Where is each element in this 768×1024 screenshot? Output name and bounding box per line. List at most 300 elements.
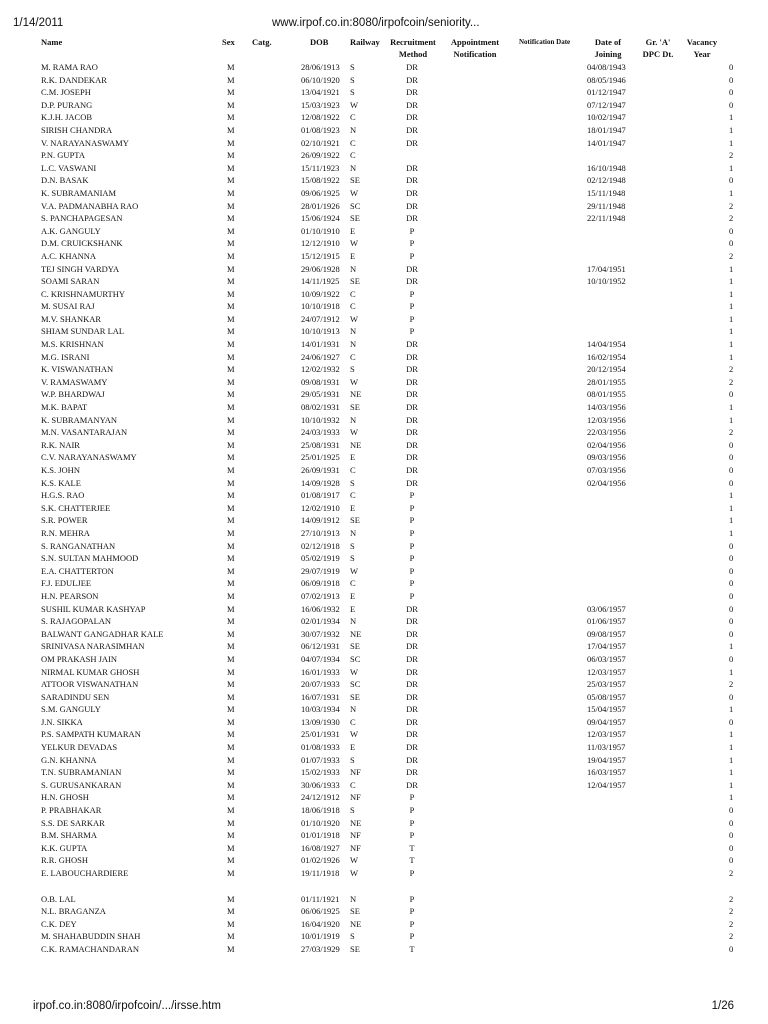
row-recruitment-value: P — [409, 515, 415, 526]
row-sex: M — [227, 906, 235, 917]
row-sex: M — [227, 553, 235, 564]
row-joining-date: 15/04/1957 — [587, 704, 626, 715]
row-railway: C — [350, 716, 356, 727]
table-row — [0, 640, 768, 653]
row-vacancy-year: 0 — [729, 389, 734, 400]
row-name: NIRMAL KUMAR GHOSH — [41, 666, 140, 677]
row-vacancy-year: 0 — [729, 175, 734, 186]
table-row — [0, 691, 768, 704]
row-railway: S — [350, 931, 355, 942]
table-row — [0, 86, 768, 99]
row-name: M. RAMA RAO — [41, 62, 98, 72]
row-recruitment-value: DR — [406, 452, 418, 463]
row-dob: 05/02/1919 — [301, 553, 340, 564]
row-vacancy-year: 2 — [729, 150, 734, 161]
row-railway: NF — [350, 792, 361, 803]
row-sex: M — [227, 288, 235, 299]
table-row — [0, 867, 768, 880]
row-dob: 10/09/1922 — [301, 288, 340, 299]
table-row — [0, 615, 768, 628]
table-row — [0, 653, 768, 666]
row-sex: M — [227, 729, 235, 740]
row-dob: 10/10/1932 — [301, 414, 340, 425]
row-recruitment-value: DR — [406, 439, 418, 450]
row-vacancy-year: 1 — [729, 351, 734, 362]
row-joining-date: 09/08/1957 — [587, 628, 626, 639]
table-row — [0, 388, 768, 401]
row-railway: W — [350, 729, 359, 740]
row-joining-date: 17/04/1957 — [587, 641, 626, 652]
row-dob: 10/10/1918 — [301, 301, 340, 312]
col-appointment-line2: Notification — [453, 49, 497, 59]
row-name: YELKUR DEVADAS — [41, 742, 118, 753]
row-recruitment-value: DR — [406, 414, 418, 425]
row-name: C.M. JOSEPH — [41, 87, 91, 98]
row-recruitment-value: DR — [406, 477, 418, 488]
table-row — [0, 363, 768, 376]
row-railway: N — [350, 162, 357, 173]
row-vacancy-year: 1 — [729, 137, 734, 148]
row-vacancy-year: 1 — [729, 779, 734, 790]
row-sex: M — [227, 351, 235, 362]
table-header — [0, 36, 768, 62]
table-row — [0, 300, 768, 313]
row-sex: M — [227, 931, 235, 942]
row-vacancy-year: 0 — [729, 628, 734, 639]
row-name: S.M. GANGULY — [41, 704, 101, 715]
row-joining-date: 10/10/1952 — [587, 276, 626, 287]
row-recruitment-value: P — [409, 830, 415, 841]
row-sex: M — [227, 364, 235, 375]
row-name: N.L. BRAGANZA — [41, 906, 106, 917]
row-recruitment-value: P — [409, 931, 415, 942]
table-row — [0, 162, 768, 175]
row-recruitment-value: P — [409, 238, 415, 249]
row-recruitment-value: P — [409, 906, 415, 917]
row-railway: C — [350, 137, 356, 148]
row-recruitment-value: DR — [406, 200, 418, 211]
row-name: R.K. DANDEKAR — [41, 74, 107, 85]
row-joining-date: 16/10/1948 — [587, 162, 626, 173]
row-name: H.N. PEARSON — [41, 590, 99, 601]
row-railway: W — [350, 565, 359, 576]
table-row — [0, 212, 768, 225]
row-dob: 16/06/1932 — [301, 603, 340, 614]
row-recruitment-value: DR — [406, 376, 418, 387]
row-vacancy-year: 0 — [729, 238, 734, 249]
row-sex: M — [227, 691, 235, 702]
row-railway: S — [350, 805, 355, 816]
row-recruitment-value: P — [409, 805, 415, 816]
row-dob: 14/09/1912 — [301, 515, 340, 526]
row-name: K. SUBRAMANIAM — [41, 187, 117, 198]
row-recruitment-value: P — [409, 225, 415, 236]
row-recruitment-value: P — [409, 553, 415, 564]
row-name: O.B. LAL — [41, 893, 76, 904]
row-sex: M — [227, 301, 235, 312]
row-sex: M — [227, 414, 235, 425]
row-name: D.P. PURANG — [41, 99, 93, 110]
row-sex: M — [227, 704, 235, 715]
row-dob: 29/06/1928 — [301, 263, 340, 274]
row-name: W.P. BHARDWAJ — [41, 389, 105, 400]
table-row — [0, 313, 768, 326]
row-joining-date: 07/12/1947 — [587, 99, 626, 110]
row-sex: M — [227, 376, 235, 387]
row-railway: E — [350, 502, 356, 513]
row-joining-date: 09/04/1957 — [587, 716, 626, 727]
table-row — [0, 703, 768, 716]
table-row — [0, 250, 768, 263]
row-railway: W — [350, 427, 359, 438]
col-sex: Sex — [222, 37, 235, 47]
col-appointment — [444, 36, 506, 60]
row-recruitment-value: DR — [406, 175, 418, 186]
row-joining-date: 25/03/1957 — [587, 679, 626, 690]
row-vacancy-year: 2 — [729, 364, 734, 375]
row-name: D.N. BASAK — [41, 175, 89, 186]
row-dob: 13/09/1930 — [301, 716, 340, 727]
col-joining-line2: Joining — [594, 49, 622, 59]
row-name: SOAMI SARAN — [41, 276, 100, 287]
row-recruitment-value: DR — [406, 389, 418, 400]
row-vacancy-year: 1 — [729, 187, 734, 198]
row-dob: 25/01/1931 — [301, 729, 340, 740]
row-railway: C — [350, 490, 356, 501]
row-railway: W — [350, 187, 359, 198]
row-railway: W — [350, 868, 359, 878]
row-dob: 16/01/1933 — [301, 666, 340, 677]
row-sex: M — [227, 339, 235, 350]
row-name: M.G. ISRANI — [41, 351, 90, 362]
row-vacancy-year: 0 — [729, 99, 734, 110]
row-sex: M — [227, 817, 235, 828]
row-sex: M — [227, 666, 235, 677]
row-dob: 02/12/1918 — [301, 540, 340, 551]
row-vacancy-year: 1 — [729, 754, 734, 765]
row-vacancy-year: 0 — [729, 477, 734, 488]
row-sex: M — [227, 590, 235, 601]
table-row — [0, 489, 768, 502]
row-vacancy-year: 0 — [729, 603, 734, 614]
row-recruitment-value: T — [409, 855, 415, 866]
row-dob: 15/12/1915 — [301, 250, 340, 261]
row-name: M.N. VASANTARAJAN — [41, 427, 128, 438]
row-railway: SC — [350, 200, 361, 211]
row-vacancy-year: 0 — [729, 653, 734, 664]
row-railway: E — [350, 452, 356, 463]
col-dpc-line1: Gr. 'A' — [645, 37, 671, 47]
table-row — [0, 464, 768, 477]
row-dob: 15/08/1922 — [301, 175, 340, 186]
row-railway: NE — [350, 918, 362, 929]
row-vacancy-year: 2 — [729, 906, 734, 917]
row-dob: 29/07/1919 — [301, 565, 340, 576]
col-recruitment — [386, 36, 440, 60]
row-railway: SC — [350, 653, 361, 664]
row-recruitment-value: P — [409, 288, 415, 299]
row-dob: 26/09/1931 — [301, 465, 340, 475]
row-recruitment-value: DR — [406, 162, 418, 173]
row-vacancy-year: 1 — [729, 704, 734, 715]
table-row — [0, 829, 768, 842]
row-name: C.K. RAMACHANDARAN — [41, 943, 139, 954]
row-dob: 20/07/1933 — [301, 679, 340, 690]
row-vacancy-year: 0 — [729, 439, 734, 450]
row-recruitment-value: DR — [406, 99, 418, 110]
row-name: R.R. GHOSH — [41, 855, 88, 866]
row-joining-date: 20/12/1954 — [587, 364, 626, 375]
row-name: C.K. DEY — [41, 918, 77, 929]
row-joining-date: 10/02/1947 — [587, 112, 626, 123]
row-joining-date: 02/12/1948 — [587, 175, 626, 186]
col-name: Name — [41, 37, 63, 47]
row-vacancy-year: 2 — [729, 931, 734, 942]
col-recruitment-line1: Recruitment — [390, 37, 436, 47]
row-recruitment-value: P — [409, 918, 415, 929]
row-dob: 30/06/1933 — [301, 779, 340, 790]
table-row — [0, 74, 768, 87]
row-railway: N — [350, 704, 357, 715]
table-row — [0, 174, 768, 187]
row-dob: 18/06/1918 — [301, 805, 340, 816]
row-railway: N — [350, 326, 357, 337]
col-joining-line1: Date of — [594, 37, 622, 47]
row-joining-date: 14/03/1956 — [587, 402, 626, 413]
row-recruitment-value: DR — [406, 754, 418, 765]
row-railway: S — [350, 62, 355, 72]
row-dob: 06/10/1920 — [301, 74, 340, 85]
table-row — [0, 200, 768, 213]
row-vacancy-year: 2 — [729, 918, 734, 929]
row-vacancy-year: 2 — [729, 893, 734, 904]
row-sex: M — [227, 439, 235, 450]
table-row — [0, 187, 768, 200]
row-railway: NF — [350, 767, 361, 778]
row-sex: M — [227, 742, 235, 753]
row-dob: 02/10/1921 — [301, 137, 340, 148]
row-railway: W — [350, 376, 359, 387]
row-vacancy-year: 0 — [729, 817, 734, 828]
row-name: H.N. GHOSH — [41, 792, 89, 803]
row-dob: 14/01/1931 — [301, 339, 340, 350]
row-recruitment-value: DR — [406, 603, 418, 614]
row-name: M. SUSAI RAJ — [41, 301, 95, 312]
row-sex: M — [227, 276, 235, 287]
row-name: M.K. BAPAT — [41, 402, 88, 413]
row-sex: M — [227, 679, 235, 690]
row-sex: M — [227, 716, 235, 727]
row-name: V.A. PADMANABHA RAO — [41, 200, 139, 211]
row-joining-date: 09/03/1956 — [587, 452, 626, 463]
row-sex: M — [227, 238, 235, 249]
table-row — [0, 666, 768, 679]
row-sex: M — [227, 805, 235, 816]
row-sex: M — [227, 452, 235, 463]
row-dob: 06/12/1931 — [301, 641, 340, 652]
row-joining-date: 08/01/1955 — [587, 389, 626, 400]
row-dob: 15/03/1923 — [301, 99, 340, 110]
row-name: K.S. JOHN — [41, 465, 80, 475]
row-railway: N — [350, 893, 357, 904]
row-recruitment-value: DR — [406, 716, 418, 727]
row-dob: 25/01/1925 — [301, 452, 340, 463]
row-dob: 19/11/1918 — [301, 868, 340, 878]
row-vacancy-year: 0 — [729, 74, 734, 85]
row-sex: M — [227, 754, 235, 765]
row-vacancy-year: 0 — [729, 565, 734, 576]
row-railway: SE — [350, 691, 360, 702]
table-row — [0, 502, 768, 515]
table-row — [0, 716, 768, 729]
row-joining-date: 19/04/1957 — [587, 754, 626, 765]
row-joining-date: 02/04/1956 — [587, 439, 626, 450]
row-dob: 12/12/1910 — [301, 238, 340, 249]
table-row — [0, 893, 768, 906]
row-sex: M — [227, 137, 235, 148]
row-dob: 08/02/1931 — [301, 402, 340, 413]
row-dob: 14/11/1925 — [301, 276, 340, 287]
row-vacancy-year: 0 — [729, 553, 734, 564]
row-railway: SE — [350, 213, 360, 224]
row-dob: 14/09/1928 — [301, 477, 340, 488]
row-joining-date: 22/03/1956 — [587, 427, 626, 438]
row-sex: M — [227, 263, 235, 274]
row-vacancy-year: 0 — [729, 691, 734, 702]
row-joining-date: 17/04/1951 — [587, 263, 626, 274]
row-dob: 01/08/1917 — [301, 490, 340, 501]
col-vacancy — [680, 36, 724, 60]
row-dob: 24/03/1933 — [301, 427, 340, 438]
row-railway: NF — [350, 842, 361, 853]
row-joining-date: 07/03/1956 — [587, 465, 626, 475]
row-recruitment-value: DR — [406, 465, 418, 475]
row-sex: M — [227, 653, 235, 664]
page-number: 1/26 — [711, 1000, 734, 1012]
row-vacancy-year: 0 — [729, 855, 734, 866]
row-vacancy-year: 0 — [729, 716, 734, 727]
table-row — [0, 99, 768, 112]
table-row — [0, 451, 768, 464]
table-row — [0, 817, 768, 830]
row-railway: C — [350, 465, 356, 475]
row-sex: M — [227, 427, 235, 438]
row-joining-date: 08/05/1946 — [587, 74, 626, 85]
row-vacancy-year: 0 — [729, 452, 734, 463]
row-recruitment-value: DR — [406, 187, 418, 198]
seniority-table — [0, 61, 768, 956]
row-vacancy-year: 0 — [729, 590, 734, 601]
row-name: T.N. SUBRAMANIAN — [41, 767, 122, 778]
row-dob: 26/09/1922 — [301, 150, 340, 161]
row-vacancy-year: 1 — [729, 301, 734, 312]
row-dob: 01/08/1923 — [301, 124, 340, 135]
row-vacancy-year: 2 — [729, 213, 734, 224]
row-joining-date: 16/02/1954 — [587, 351, 626, 362]
print-date: 1/14/2011 — [13, 17, 64, 29]
col-joining — [586, 36, 630, 60]
row-name: V. NARAYANASWAMY — [41, 137, 129, 148]
col-dpc-line2: DPC Dt. — [642, 49, 674, 59]
row-railway: C — [350, 112, 356, 123]
row-name: SRINIVASA NARASIMHAN — [41, 641, 145, 652]
row-railway: C — [350, 301, 356, 312]
row-joining-date: 05/08/1957 — [587, 691, 626, 702]
row-vacancy-year: 1 — [729, 502, 734, 513]
row-recruitment-value: DR — [406, 653, 418, 664]
row-railway: S — [350, 364, 355, 375]
row-name: C. KRISHNAMURTHY — [41, 288, 126, 299]
row-name: M. SHAHABUDDIN SHAH — [41, 931, 141, 942]
row-sex: M — [227, 250, 235, 261]
table-row — [0, 338, 768, 351]
row-recruitment-value: P — [409, 250, 415, 261]
row-dob: 28/01/1926 — [301, 200, 340, 211]
row-dob: 24/07/1912 — [301, 313, 340, 324]
row-sex: M — [227, 918, 235, 929]
row-dob: 10/03/1934 — [301, 704, 340, 715]
row-vacancy-year: 1 — [729, 288, 734, 299]
table-row — [0, 854, 768, 867]
col-recruitment-line2: Method — [398, 49, 428, 59]
row-railway: E — [350, 250, 356, 261]
row-sex: M — [227, 578, 235, 589]
row-joining-date: 15/11/1948 — [587, 187, 626, 198]
row-vacancy-year: 1 — [729, 490, 734, 501]
row-spacer — [0, 880, 768, 893]
table-row — [0, 414, 768, 427]
row-railway: S — [350, 74, 355, 85]
row-name: K. VISWANATHAN — [41, 364, 114, 375]
row-recruitment-value: P — [409, 527, 415, 538]
col-vacancy-line2: Year — [693, 49, 711, 59]
row-dob: 24/06/1927 — [301, 351, 340, 362]
table-row — [0, 426, 768, 439]
row-recruitment-value: P — [409, 540, 415, 551]
row-dob: 07/02/1913 — [301, 590, 340, 601]
row-joining-date: 11/03/1957 — [587, 742, 626, 753]
table-row — [0, 111, 768, 124]
row-dob: 01/07/1933 — [301, 754, 340, 765]
table-row — [0, 439, 768, 452]
row-railway: C — [350, 150, 356, 161]
row-recruitment-value: DR — [406, 213, 418, 224]
row-sex: M — [227, 842, 235, 853]
row-dob: 09/08/1931 — [301, 376, 340, 387]
row-railway: W — [350, 99, 359, 110]
row-dob: 27/10/1913 — [301, 527, 340, 538]
col-notification-date: Notification Date — [519, 38, 571, 46]
row-sex: M — [227, 943, 235, 954]
row-vacancy-year: 2 — [729, 200, 734, 211]
row-railway: N — [350, 263, 357, 274]
row-dob: 06/09/1918 — [301, 578, 340, 589]
row-joining-date: 29/11/1948 — [587, 200, 626, 211]
row-name: B.M. SHARMA — [41, 830, 97, 841]
row-dob: 09/06/1925 — [301, 187, 340, 198]
row-name: ATTOOR VISWANATHAN — [41, 679, 139, 690]
row-vacancy-year: 0 — [729, 87, 734, 98]
table-row — [0, 791, 768, 804]
row-vacancy-year: 1 — [729, 112, 734, 123]
table-row — [0, 678, 768, 691]
row-joining-date: 18/01/1947 — [587, 124, 626, 135]
row-vacancy-year: 1 — [729, 742, 734, 753]
row-railway: C — [350, 288, 356, 299]
footer-path: irpof.co.in:8080/irpofcoin/.../irsse.htm — [33, 1000, 221, 1012]
row-name: K.S. KALE — [41, 477, 81, 488]
row-recruitment-value: DR — [406, 124, 418, 135]
